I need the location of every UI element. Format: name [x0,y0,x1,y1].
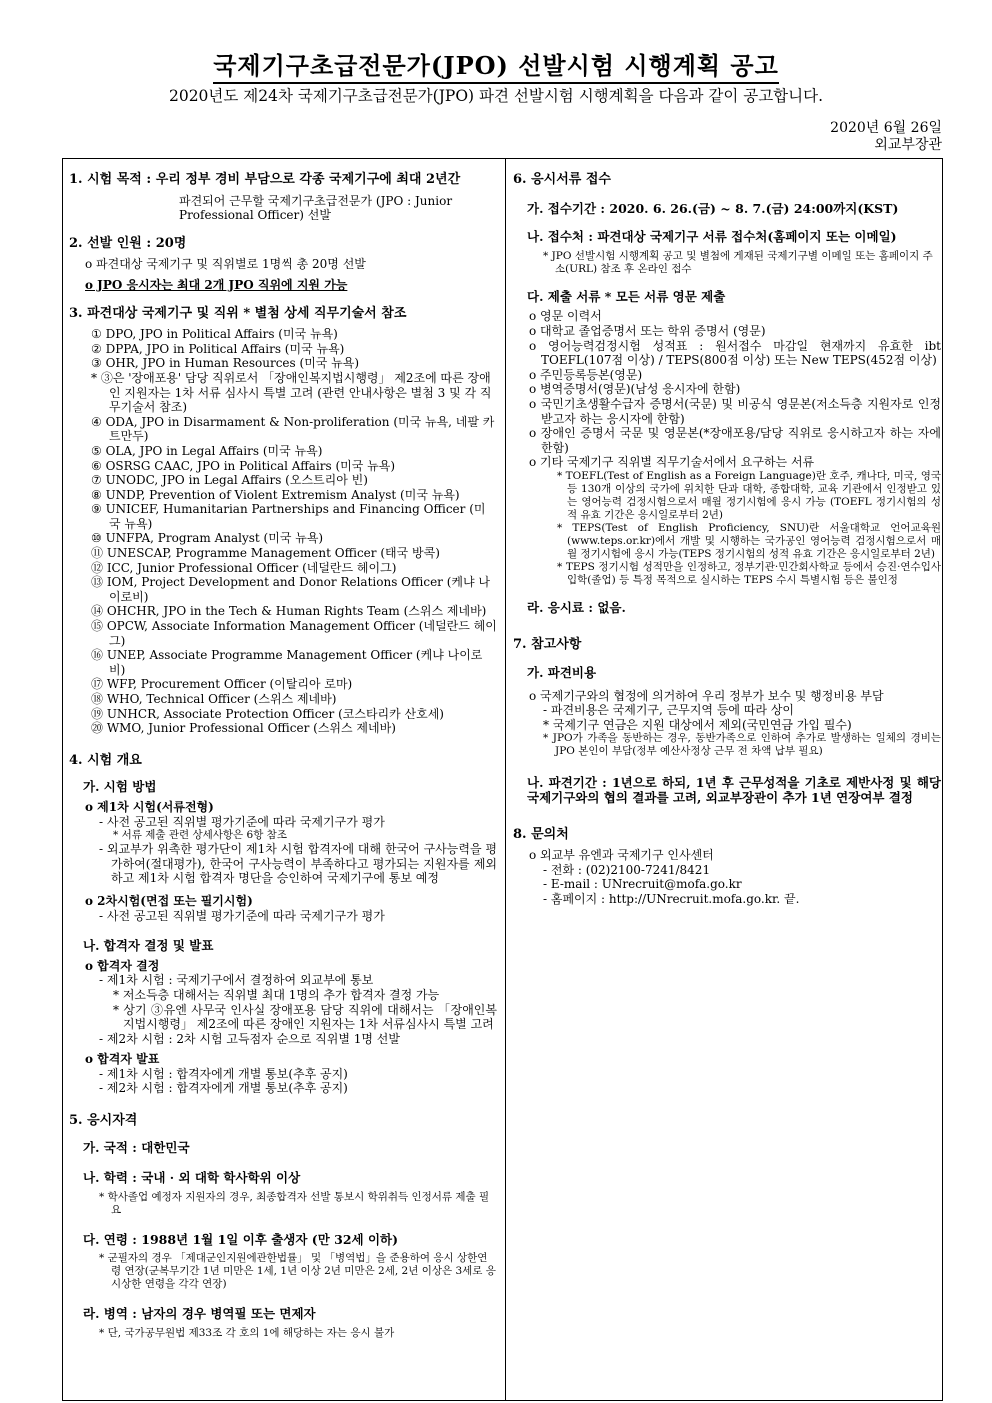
section-heading: 나. 합격자 결정 및 발표 [83,938,214,954]
text-line: ⑭ OHCHR, JPO in the Tech & Human Rights Team (스위스 제네바) [91,604,487,619]
text-line: - 제2차 시험 : 2차 시험 고득점자 순으로 직위별 1명 선발 [99,1031,400,1046]
section-heading: 가. 접수기간 : 2020. 6. 26.(금) ~ 8. 7.(금) 24:00까지(KST) [527,200,899,216]
issuer: 외교부장관 [874,137,942,153]
section-heading: 나. 접수처 : 파견대상 국제기구 서류 접수처(홈페이지 또는 이메일) [527,229,897,245]
section-heading: 3. 파견대상 국제기구 및 직위 * 별첨 상세 직무기술서 참조 [69,305,407,321]
section-heading: 나. 학력 : 국내 · 외 대학 학사학위 이상 [83,1170,301,1186]
text-line: ③ OHR, JPO in Human Resources (미국 뉴욕) [91,356,360,371]
section-heading: 라. 응시료 : 없음. [527,599,626,615]
text-line: * TOEFL(Test of English as a Foreign Language)란 호주, 캐나다, 미국, 영국 등 130개 이상의 국가에 위치한 단과 대학, 종합대학, 교육 기관에서 인정받고 있는 영어능력 검정시험으로서 매월 정기시험에 응시 가능 (TOEFL 정기시험의 성적 유효 기간은 응시일로부터 2년) [557,469,941,521]
text-line: ① DPO, JPO in Political Affairs (미국 뉴욕) [91,327,338,342]
text-line: * JPO가 가족을 동반하는 경우, 동반가족으로 인하여 추가로 발생하는 일체의 경비는 JPO 본인이 부담(정부 예산사정상 근무 전 차액 납부 필요) [543,732,941,758]
section-heading: 8. 문의처 [513,826,569,842]
text-line: ⑬ IOM, Project Development and Donor Relations Officer (케냐 나이로비) [91,575,491,604]
text-line: ② DPPA, JPO in Political Affairs (미국 뉴욕) [91,341,345,356]
text-line: * 학사졸업 예정자 지원자의 경우, 최종합격자 선발 통보시 학위취득 인정서류 제출 필요 [99,1190,490,1216]
text-line: Professional Officer) 선발 [179,208,331,223]
section-heading: 2. 선발 인원 : 20명 [69,235,187,251]
text-line: - 제1차 시험 : 국제기구에서 결정하여 외교부에 통보 [99,973,374,988]
section-heading: 5. 응시자격 [69,1113,138,1129]
text-line: ④ ODA, JPO in Disarmament & Non-proliferation (미국 뉴욕, 네팔 카트만두) [91,414,495,444]
text-line: o 기타 국제기구 직위별 직무기술서에서 요구하는 서류 [529,455,815,470]
text-line: o 외교부 유엔과 국제기구 인사센터 [529,848,714,863]
text-line: - 파견비용은 국제기구, 근무지역 등에 따라 상이 [543,703,795,718]
text-line: * JPO 선발시험 시행계획 공고 및 별첨에 게재된 국제기구별 이메일 또는 홈페이지 주소(URL) 참조 후 온라인 접수 [543,249,933,275]
section-heading: 가. 파견비용 [527,665,597,681]
text-line: o 합격자 결정 [85,958,160,973]
text-line: - 사전 공고된 직위별 평가기준에 따라 국제기구가 평가 [99,814,385,829]
text-line: * 서류 제출 관련 상세사항은 6항 참조 [113,829,287,842]
text-line: o 파견대상 국제기구 및 직위별로 1명씩 총 20명 선발 [85,257,366,272]
section-heading: 6. 응시서류 접수 [513,172,611,187]
document-title: 국제기구초급전문가(JPO) 선발시험 시행계획 공고 [0,46,992,81]
text-line: * ③은 '장애포용' 담당 직위로서 「장애인복지법시행령」 제2조에 따른 장애인 지원자는 1차 서류 심사시 특별 고려 (관련 안내사항은 별첨 3 및 각 직무기술서 참조) [91,370,492,415]
text-line: ⑨ UNICEF, Humanitarian Partnerships and Financing Officer (미국 뉴욕) [91,502,486,531]
text-line: o JPO 응시자는 최대 2개 JPO 직위에 지원 가능 [85,277,348,292]
text-line: * 군필자의 경우 「제대군인지원에관한법률」 및 「병역법」을 준용하여 응시 상한연령 연장(군복무기간 1년 미만은 1세, 1년 이상 2년 미만은 2세, 2년 이상은 3세로 응시상한 연령을 각각 연장) [99,1252,496,1291]
text-line: o 영어능력검정시험 성적표 : 원서접수 마감일 현재까지 유효한 ibt TOEFL(107점 이상) / TEPS(800점 이상) 또는 New TEPS(452점 이상) [529,338,941,368]
text-line: * TEPS(Test of English Proficiency, SNU)란 서울대학교 언어교육원 (www.teps.or.kr)에서 개발 및 시행하는 국가공인 영어능력 검정시험으로서 매월 정기시험에 응시 가능(TEPS 정기시험의 성적 유효 기간은 응시일로부터 2년) [557,521,941,560]
text-line: * 단, 국가공무원법 제33조 각 호의 1에 해당하는 자는 응시 불가 [99,1327,395,1340]
section-heading: 나. 파견기간 : 1년으로 하되, 1년 후 근무성적을 기초로 제반사정 및 해당 국제기구와의 협의 결과를 고려, 외교부장관이 추가 1년 연장여부 결정 [527,775,941,806]
text-line: - E-mail : UNrecruit@mofa.go.kr [543,877,742,892]
text-line: ⑤ OLA, JPO in Legal Affairs (미국 뉴욕) [91,443,323,458]
section-heading: 1. 시험 목적 : 우리 정부 경비 부담으로 각종 국제기구에 최대 2년간 [69,172,461,187]
text-line: ⑲ UNHCR, Associate Protection Officer (코스타리카 산호세) [91,706,444,721]
text-line: * TEPS 정기시험 성적만을 인정하고, 정부기관·민간회사학교 등에서 승진·연수입사입학(졸업) 등 특정 목적으로 실시하는 TEPS 수시 특별시험 등은 불인정 [557,560,941,586]
text-line: ⑰ WFP, Procurement Officer (이탈리아 로마) [91,677,353,692]
text-line: - 제1차 시험 : 합격자에게 개별 통보(추후 공지) [99,1066,348,1081]
text-line: o 2차시험(면접 또는 필기시험) [85,893,253,908]
text-line: ⑱ WHO, Technical Officer (스위스 제네바) [91,692,337,706]
text-line: ⑥ OSRSG CAAC, JPO in Political Affairs (미국 뉴욕) [91,458,396,473]
text-line: o 대학교 졸업증명서 또는 학위 증명서 (영문) [529,323,766,338]
text-line: o 국민기초생활수급자 증명서(국문) 및 비공식 영문본(저소득층 지원자로 인정받고자 하는 응시자에 한함) [529,396,941,426]
column-divider [505,159,506,1400]
text-line: ⑫ ICC, Junior Professional Officer (네덜란드 헤이그) [91,560,397,575]
text-line: * 국제기구 연금은 지원 대상에서 제외(국민연금 가입 필수) [543,717,852,732]
section-heading: 다. 연령 : 1988년 1월 1일 이후 출생자 (만 32세 이하) [83,1231,399,1247]
text-line: * 저소득층 대해서는 직위별 최대 1명의 추가 합격자 결정 가능 [113,987,440,1002]
issue-date: 2020년 6월 26일 [830,120,942,136]
issue-block [830,120,942,154]
right-column [511,159,941,907]
text-line: ⑳ WMO, Junior Professional Officer (스위스 제네바) [91,721,396,736]
text-line: ⑮ OPCW, Associate Information Management Officer (네덜란드 헤이그) [91,619,497,648]
section-heading: 다. 제출 서류 * 모든 서류 영문 제출 [527,288,726,304]
section-heading: 라. 병역 : 남자의 경우 병역필 또는 면제자 [83,1306,316,1322]
content-frame [62,158,943,1401]
section-heading: 4. 시험 개요 [69,752,142,768]
section-heading: 가. 시험 방법 [83,779,157,795]
left-column [67,159,497,1340]
text-line: 파견되어 근무할 국제기구초급전문가 (JPO : Junior [179,193,453,208]
text-line: ⑦ UNODC, JPO in Legal Affairs (오스트리아 빈) [91,473,368,488]
text-line: o 제1차 시험(서류전형) [85,799,214,814]
section-heading: 7. 참고사항 [513,636,582,652]
text-line: o 국제기구와의 협정에 의거하여 우리 정부가 보수 및 행정비용 부담 [529,688,884,703]
text-line: o 장애인 증명서 국문 및 영문본(*장애포용/담당 직위로 응시하고자 하는 자에 한함) [529,426,941,455]
text-line: - 외교부가 위촉한 평가단이 제1차 시험 합격자에 대해 한국어 구사능력을 평가하여(절대평가), 한국어 구사능력이 부족하다고 평가되는 지원자를 제외하고 제1차 시험 합격자 명단을 승인하여 국제기구에 통보 예정 [99,842,497,886]
text-line: * 상기 ③유엔 사무국 인사실 장애포용 담당 직위에 대해서는 「장애인복지법시행령」 제2조에 따른 장애인 지원자는 1차 서류심사시 특별 고려 [113,1002,497,1032]
text-line: ⑧ UNDP, Prevention of Violent Extremism Analyst (미국 뉴욕) [91,487,460,502]
text-line: - 홈페이지 : http://UNrecruit.mofa.go.kr. 끝. [543,892,800,907]
text-line: o 주민등록등본(영문) [529,367,643,382]
text-line: ⑪ UNESCAP, Programme Management Officer (태국 방콕) [91,546,440,561]
text-line: ⑩ UNFPA, Program Analyst (미국 뉴욕) [91,531,324,546]
text-line: o 합격자 발표 [85,1052,160,1067]
section-heading: 가. 국적 : 대한민국 [83,1139,190,1155]
text-line: ⑯ UNEP, Associate Programme Management Officer (케냐 나이로비) [91,648,483,677]
text-line: o 병역증명서(영문)(남성 응시자에 한함) [529,382,741,397]
text-line: o 영문 이력서 [529,309,602,324]
document-subtitle: 2020년도 제24차 국제기구초급전문가(JPO) 파견 선발시험 시행계획을 다음과 같이 공고합니다. [168,87,824,105]
text-line: - 전화 : (02)2100-7241/8421 [543,862,711,877]
text-line: - 제2차 시험 : 합격자에게 개별 통보(추후 공지) [99,1081,348,1096]
text-line: - 사전 공고된 직위별 평가기준에 따라 국제기구가 평가 [99,908,385,923]
